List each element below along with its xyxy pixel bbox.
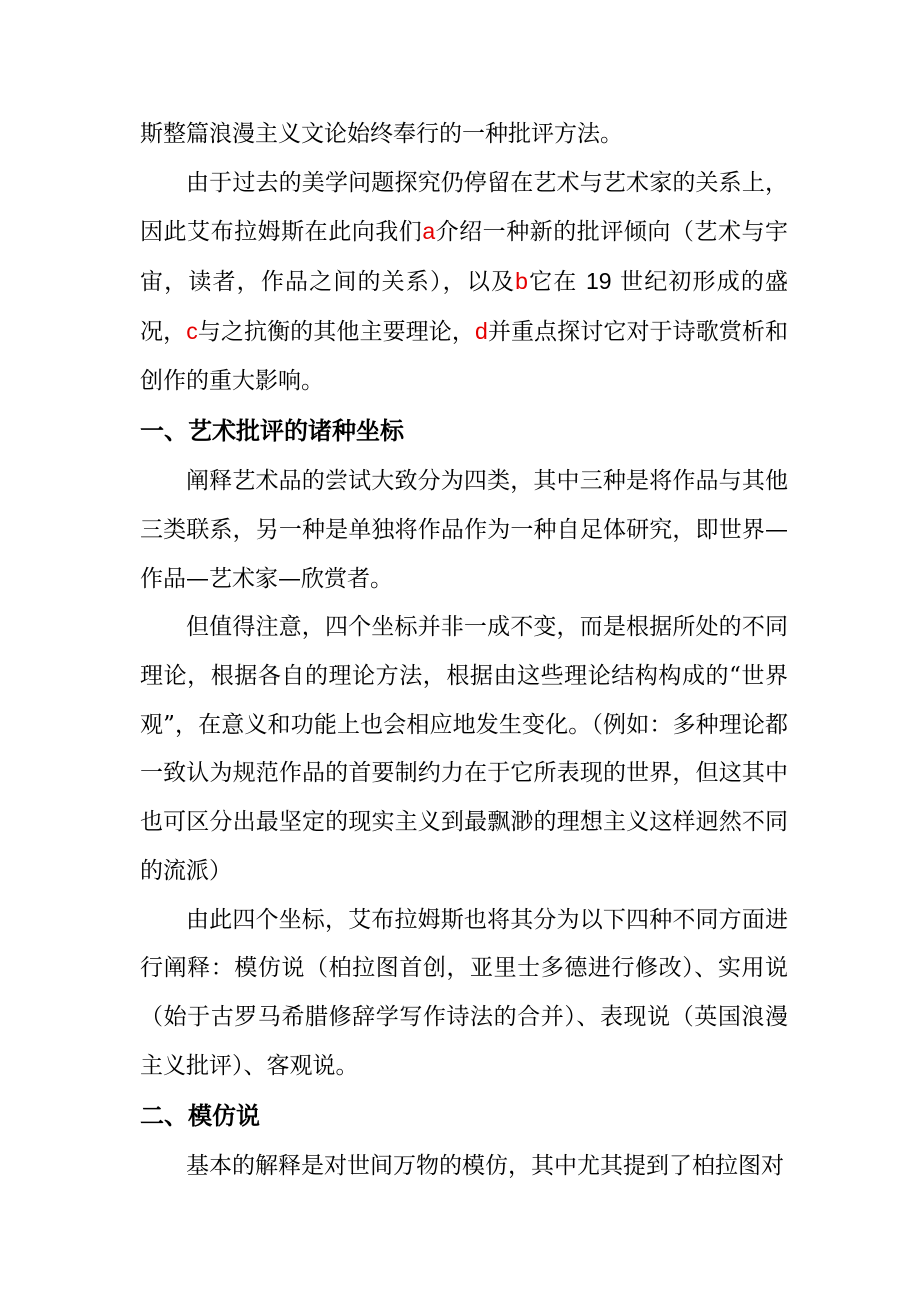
paragraph-introduction bbox=[140, 159, 788, 406]
marker-d: d bbox=[474, 317, 488, 344]
paragraph-mimetic-intro: 基本的解释是对世间万物的模仿，其中尤其提到了柏拉图对 bbox=[186, 1153, 784, 1180]
intro-text-4: 世纪初形成的盛况， bbox=[140, 269, 789, 345]
section-heading-mimetic: 二、模仿说 bbox=[140, 1102, 260, 1131]
marker-c: c bbox=[186, 317, 198, 344]
intro-text-3: 它在 bbox=[527, 269, 578, 296]
intro-text-5: 与之抗衡的其他主要理论， bbox=[197, 318, 475, 345]
intro-text-2: 介绍一种新的批评倾向（艺术与宇宙，读者，作品之间的关系），以及 bbox=[140, 219, 789, 296]
paragraph-continuation: 斯整篇浪漫主义文论始终奉行的一种批评方法。 bbox=[140, 121, 623, 147]
intro-text-6: 并重点探讨它对于诗歌赏析和创作的重大影响。 bbox=[140, 318, 789, 394]
marker-a: a bbox=[422, 218, 436, 245]
paragraph-coordinates-change: 但值得注意，四个坐标并非一成不变，而是根据所处的不同理论，根据各自的理论方法，根据由这些理论结构构成的“世界观”，在意义和功能上也会相应地发生变化。（例如：多种理论都一致认为规范作品的首要制约力在于它所表现的世界，但这其中也可区分出最坚定的现实主义到最飘渺的理想主义这样迥然不同的流派） bbox=[140, 614, 788, 884]
paragraph-four-categories: 阐释艺术品的尝试大致分为四类，其中三种是将作品与其他三类联系，另一种是单独将作品作为一种自足体研究，即世界—作品—艺术家—欣赏者。 bbox=[140, 468, 788, 592]
century-number: 19 bbox=[585, 268, 612, 295]
document-body bbox=[140, 110, 788, 1191]
intro-text-1: 由于过去的美学问题探究仍停留在艺术与艺术家的关系上，因此艾布拉姆斯在此向我们 bbox=[140, 169, 788, 246]
marker-b: b bbox=[515, 268, 528, 295]
section-heading-coordinates: 一、艺术批评的诸种坐标 bbox=[140, 417, 404, 446]
paragraph-four-theories: 由此四个坐标，艾布拉姆斯也将其分为以下四种不同方面进行阐释：模仿说（柏拉图首创，亚里士多德进行修改）、实用说（始于古罗马希腊修辞学写作诗法的合并）、表现说（英国浪漫主义批评）、客观说。 bbox=[140, 906, 788, 1079]
